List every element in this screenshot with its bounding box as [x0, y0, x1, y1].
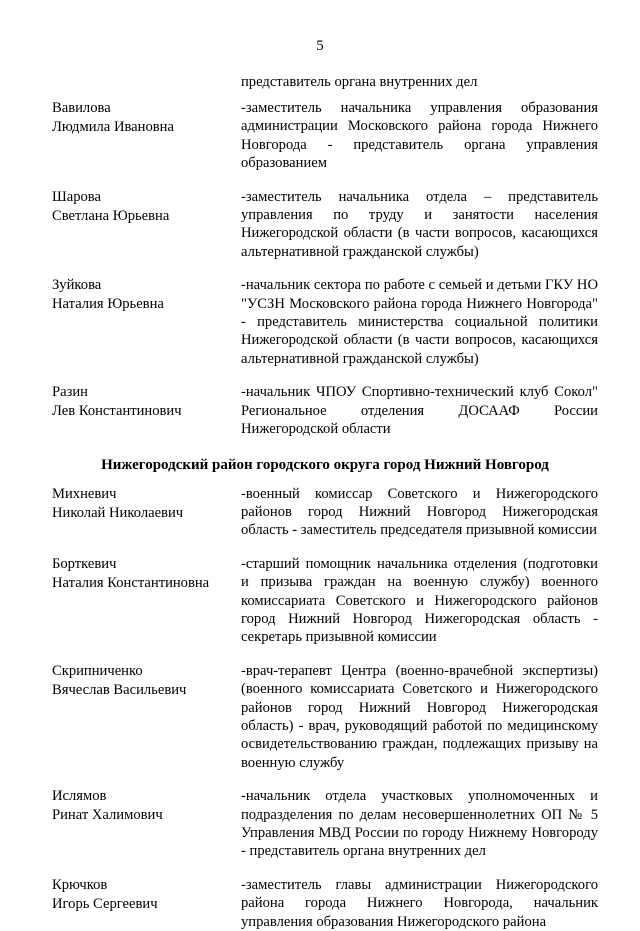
member-name	[52, 787, 241, 861]
member-entry	[52, 662, 598, 772]
continuation-text: представитель органа внутренних дел	[241, 73, 598, 92]
member-entry	[52, 555, 598, 647]
member-name	[52, 383, 241, 438]
member-entry	[52, 876, 598, 931]
member-role: -начальник ЧПОУ Спортивно-технический клуб Сокол" Региональное отделения ДОСААФ России Нижегородской области	[241, 383, 598, 438]
member-given-name: Игорь Сергеевич	[52, 895, 241, 914]
member-given-name: Ринат Халимович	[52, 806, 241, 825]
member-role: -заместитель начальника отдела – представитель управления по труду и занятости населения Нижегородской области (в части вопросов, касающихся альтернативной гражданской службы)	[241, 188, 598, 262]
member-name	[52, 188, 241, 262]
commission-list	[52, 73, 598, 931]
member-surname: Разин	[52, 383, 241, 402]
member-surname: Скрипниченко	[52, 662, 241, 681]
entries-top	[52, 99, 598, 439]
member-entry	[52, 383, 598, 438]
member-given-name: Светлана Юрьевна	[52, 207, 241, 226]
member-role: -начальник отдела участковых уполномоченных и подразделения по делам несовершеннолетних ОП № 5 Управления МВД России по городу Нижнему Новгороду - представитель органа внутренних дел	[241, 787, 598, 861]
member-entry	[52, 99, 598, 173]
member-role: -военный комиссар Советского и Нижегородского районов город Нижний Новгород Нижегородская область - заместитель председателя призывной комиссии	[241, 485, 598, 540]
member-surname: Борткевич	[52, 555, 241, 574]
member-surname: Вавилова	[52, 99, 241, 118]
member-name	[52, 485, 241, 540]
member-entry	[52, 787, 598, 861]
member-name	[52, 276, 241, 368]
member-name	[52, 662, 241, 772]
member-given-name: Наталия Юрьевна	[52, 295, 241, 314]
member-given-name: Людмила Ивановна	[52, 118, 241, 137]
member-surname: Зуйкова	[52, 276, 241, 295]
member-given-name: Вячеслав Васильевич	[52, 681, 241, 700]
member-given-name: Лев Константинович	[52, 402, 241, 421]
member-role: -заместитель главы администрации Нижегородского района города Нижнего Новгорода, начальник управления образования Нижегородского района	[241, 876, 598, 931]
member-entry	[52, 276, 598, 368]
member-role: -заместитель начальника управления образования администрации Московского района города Нижнего Новгорода - представитель органа управления образованием	[241, 99, 598, 173]
member-role: -врач-терапевт Центра (военно-врачебной экспертизы) (военного комиссариата Советского и Нижегородского районов город Нижний Новгород Нижегородская область) - врач, руководящий работой по медицинскому освидетельствованию граждан, подлежащих призыву на военную службу	[241, 662, 598, 772]
member-entry	[52, 485, 598, 540]
member-given-name: Николай Николаевич	[52, 504, 241, 523]
member-role: -начальник сектора по работе с семьей и детьми ГКУ НО "УСЗН Московского района города Нижнего Новгорода" - представитель министерства социальной политики Нижегородской области (в части вопросов, касающихся альтернативной гражданской службы)	[241, 276, 598, 368]
member-name	[52, 555, 241, 647]
entries-bottom	[52, 485, 598, 931]
member-name	[52, 876, 241, 931]
section-heading: Нижегородский район городского округа город Нижний Новгород	[52, 456, 598, 475]
member-role: -старший помощник начальника отделения (подготовки и призыва граждан на военную службу) военного комиссариата Советского и Нижегородского районов город Нижний Новгород Нижегородская область - секретарь призывной комиссии	[241, 555, 598, 647]
member-surname: Михневич	[52, 485, 241, 504]
member-surname: Шарова	[52, 188, 241, 207]
member-name	[52, 99, 241, 173]
page-number: 5	[0, 38, 640, 55]
member-surname: Ислямов	[52, 787, 241, 806]
member-given-name: Наталия Константиновна	[52, 574, 241, 593]
member-entry	[52, 188, 598, 262]
member-surname: Крючков	[52, 876, 241, 895]
